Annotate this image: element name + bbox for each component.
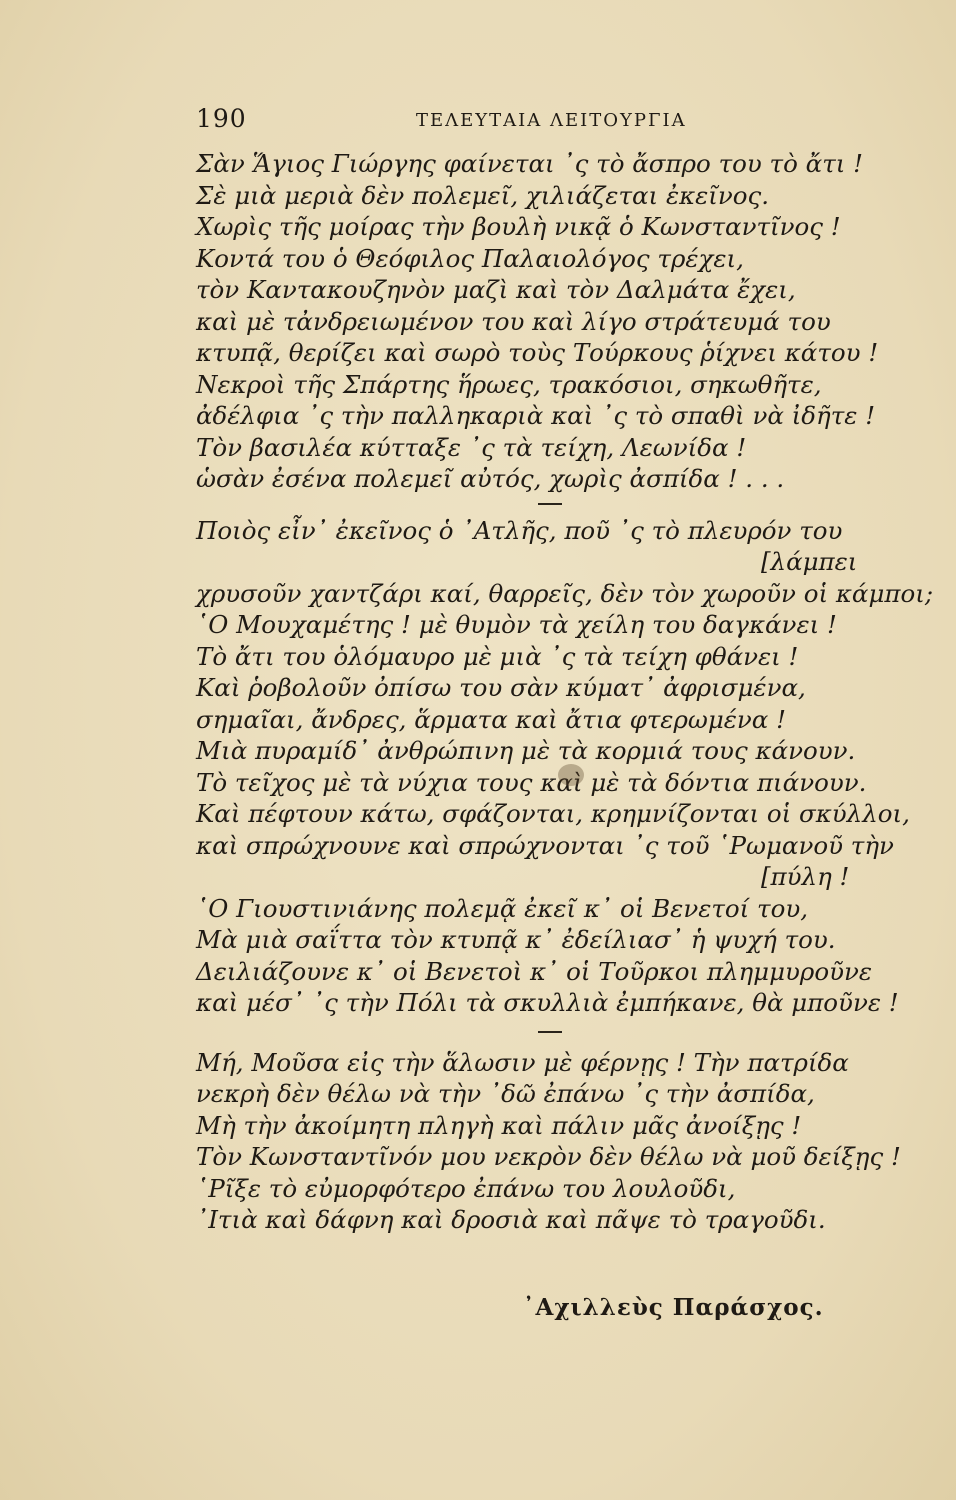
poem-line: Καὶ ῥοβολοῦν ὀπίσω του σὰν κύματ᾽ ἀφρισμένα, bbox=[196, 673, 806, 702]
poem-line-continuation: [λάμπει bbox=[761, 547, 858, 576]
poem-line: ῾Ρῖξε τὸ εὐμορφότερο ἐπάνω του λουλοῦδι, bbox=[196, 1173, 736, 1203]
poem-line: ἀδέλφια ᾽ς τὴν παλληκαριὰ καὶ ᾽ς τὸ σπαθὶ νὰ ἰδῆτε ! bbox=[196, 401, 876, 430]
poem-line: Κοντά του ὁ Θεόφιλος Παλαιολόγος τρέχει, bbox=[196, 243, 744, 273]
poem-line: καὶ μέσ᾽ ᾽ς τὴν Πόλι τὰ σκυλλιὰ ἐμπήκανε, θὰ μποῦνε ! bbox=[196, 988, 899, 1017]
poem-line: ῾Ο Γιουστινιάνης πολεμᾷ ἐκεῖ κ᾽ οἱ Βενετοί του, bbox=[196, 893, 809, 923]
poem-line: Σὰν Ἅγιος Γιώργης φαίνεται ᾽ς τὸ ἄσπρο του τὸ ἄτι ! bbox=[196, 149, 863, 178]
poem-line: καὶ σπρώχνουνε καὶ σπρώχνονται ᾽ς τοῦ ῾Ρωμανοῦ τὴν bbox=[196, 830, 894, 860]
poem-line: ᾽Ιτιὰ καὶ δάφνη καὶ δροσιὰ καὶ πᾶψε τὸ τραγοῦδι. bbox=[196, 1205, 826, 1234]
page-number: 190 bbox=[196, 104, 247, 133]
poem-line: Καὶ πέφτουν κάτω, σφάζονται, κρημνίζονται οἱ σκύλλοι, bbox=[196, 799, 910, 828]
stanza-2 bbox=[196, 515, 934, 1019]
poem-line: χρυσοῦν χαντζάρι καί, θαρρεῖς, δὲν τὸν χωροῦν οἱ κάμποι; bbox=[196, 578, 934, 608]
stanza-3 bbox=[196, 1047, 916, 1236]
poem-line: νεκρὴ δὲν θέλω νὰ τὴν ᾽δῶ ἐπάνω ᾽ς τὴν ἀσπίδα, bbox=[196, 1079, 815, 1108]
poem-line: Χωρὶς τῆς μοίρας τὴν βουλὴ νικᾷ ὁ Κωνσταντῖνος ! bbox=[196, 212, 841, 241]
section-divider bbox=[538, 503, 562, 505]
poem-line: ὡσὰν ἐσένα πολεμεῖ αὐτός, χωρὶς ἀσπίδα ! . . . bbox=[196, 464, 785, 493]
poem-line-continuation: [πύλη ! bbox=[761, 862, 850, 891]
poem-line: Ποιὸς εἶν᾽ ἐκεῖνος ὁ ᾽Ατλῆς, ποῦ ᾽ς τὸ πλευρόν του bbox=[196, 515, 843, 545]
page-header bbox=[196, 104, 866, 134]
poem-line: Τὸ τεῖχος μὲ τὰ νύχια τους καὶ μὲ τὰ δόντια πιάνουν. bbox=[196, 767, 867, 797]
poem-line: Σὲ μιὰ μεριὰ δὲν πολεμεῖ, χιλιάζεται ἐκεῖνος. bbox=[196, 180, 770, 210]
poem-line: Τὸν Κωνσταντῖνόν μου νεκρὸν δὲν θέλω νὰ μοῦ δείξῃς ! bbox=[196, 1142, 901, 1171]
poem-line: Μὴ τὴν ἀκοίμητη πληγὴ καὶ πάλιν μᾶς ἀνοίξῃς ! bbox=[196, 1110, 802, 1140]
poem-line: Μή, Μοῦσα εἰς τὴν ἅλωσιν μὲ φέρνῃς ! Τὴν πατρίδα bbox=[196, 1047, 849, 1077]
poem-line: Νεκροὶ τῆς Σπάρτης ἥρωες, τρακόσιοι, σηκωθῆτε, bbox=[196, 369, 822, 399]
poem-line: σημαῖαι, ἄνδρες, ἅρματα καὶ ἄτια φτερωμένα ! bbox=[196, 704, 786, 734]
poem-line: Δειλιάζουνε κ᾽ οἱ Βενετοὶ κ᾽ οἱ Τοῦρκοι πλημμυροῦνε bbox=[196, 956, 872, 986]
poem-body bbox=[196, 148, 934, 1236]
author-signature: ᾽Αχιλλεὺς Παράσχος. bbox=[523, 1294, 824, 1321]
poem-line: τὸν Καντακουζηνὸν μαζὶ καὶ τὸν Δαλμάτα ἔχει, bbox=[196, 275, 796, 304]
poem-line: Τὸν βασιλέα κύτταξε ᾽ς τὰ τείχη, Λεωνίδα ! bbox=[196, 432, 747, 462]
poem-line: καὶ μὲ τἀνδρειωμένον του καὶ λίγο στράτευμά του bbox=[196, 306, 831, 336]
running-title: ΤΕΛΕΥΤΑΙΑ ΛΕΙΤΟΥΡΓΙΑ bbox=[416, 110, 687, 131]
ink-stain bbox=[558, 764, 584, 786]
poem-line: κτυπᾷ, θερίζει καὶ σωρὸ τοὺς Τούρκους ῥίχνει κάτου ! bbox=[196, 338, 879, 367]
poem-line: Μὰ μιὰ σαΐττα τὸν κτυπᾷ κ᾽ ἐδείλιασ᾽ ἡ ψυχή του. bbox=[196, 925, 836, 954]
poem-line: Μιὰ πυραμίδ᾽ ἀνθρώπινη μὲ τὰ κορμιά τους κάνουν. bbox=[196, 736, 856, 765]
poem-line: ῾Ο Μουχαμέτης ! μὲ θυμὸν τὰ χείλη του δαγκάνει ! bbox=[196, 610, 837, 639]
section-divider bbox=[538, 1031, 562, 1033]
stanza-1 bbox=[196, 148, 916, 495]
poem-line: Τὸ ἄτι του ὁλόμαυρο μὲ μιὰ ᾽ς τὰ τείχη φθάνει ! bbox=[196, 641, 799, 671]
